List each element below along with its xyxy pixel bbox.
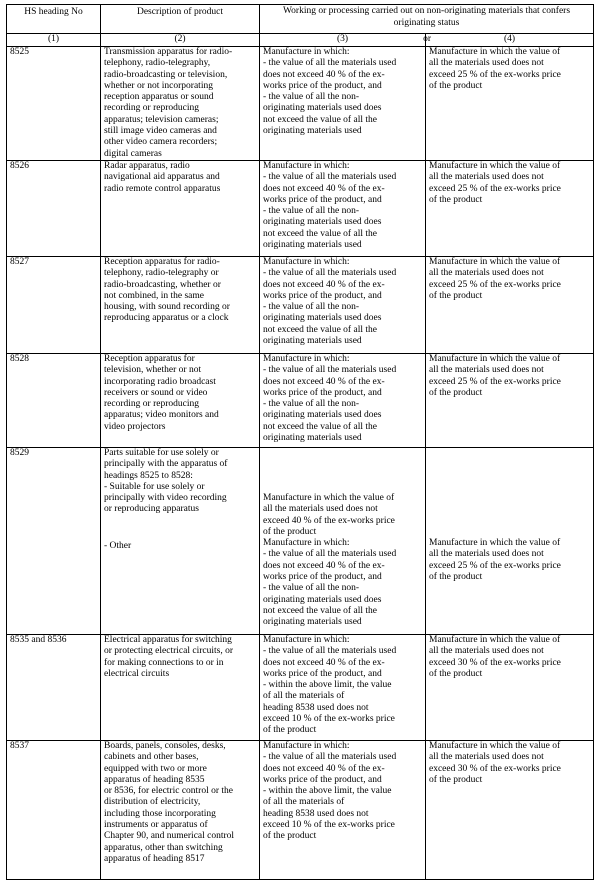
sub-item-video-rule: Manufacture in which the value of all the materials used does not exceed 40 % of the ex-works price of the product (263, 492, 395, 537)
processing-rule (260, 447, 426, 634)
table-row (7, 160, 594, 256)
processing-rule: Manufacture in which: - the value of all the materials used does not exceed 40 % of the ex- works price of the product, and - the value of all the non- originating materials used does not exceed the value of all the originating materials used (260, 47, 426, 161)
product-description: Transmission apparatus for radio- telephony, radio-telegraphy, radio-broadcasting or television, whether or not incorporating reception apparatus or sound recording or reproducing apparatus; television cameras; still image video cameras and other video camera recorders; digital cameras (101, 47, 260, 161)
alternative-rule: Manufacture in which the value of all the materials used does not exceed 30 % of the ex-works price of the product (426, 634, 594, 740)
table-row (7, 47, 594, 161)
header-row (7, 5, 594, 34)
table-row (7, 353, 594, 447)
or-label: or (423, 34, 431, 44)
alternative-rule (426, 447, 594, 634)
product-description: Radar apparatus, radio navigational aid apparatus and radio remote control apparatus (101, 160, 260, 256)
processing-rule: Manufacture in which: - the value of all the materials used does not exceed 40 % of the ex- works price of the product, and - the value of all the non- originating materials used does not exceed the value of all the originating materials used (260, 353, 426, 447)
processing-rule: Manufacture in which: - the value of all the materials used does not exceed 40 % of the ex- works price of the product, and - within the above limit, the value of all the materials of heading 8538 used does not exceed 10 % of the ex-works price of the product (260, 634, 426, 740)
alternative-rule: Manufacture in which the value of all the materials used does not exceed 25 % of the ex-works price of the product (426, 353, 594, 447)
alternative-rule: Manufacture in which the value of all the materials used does not exceed 30 % of the ex-works price of the product (426, 740, 594, 879)
hs-heading: 8525 (7, 47, 101, 161)
sub-item-other-description: - Other (104, 540, 132, 551)
hs-heading: 8535 and 8536 (7, 634, 101, 740)
header-description: Description of product (101, 5, 260, 34)
hs-heading: 8537 (7, 740, 101, 879)
sub-item-video-description: - Suitable for use solely or principally with video recording or reproducing apparatus (104, 481, 227, 515)
processing-rule: Manufacture in which: - the value of all the materials used does not exceed 40 % of the ex- works price of the product, and - the value of all the non- originating materials used does not exceed the value of all the originating materials used (260, 256, 426, 353)
hs-heading: 8528 (7, 353, 101, 447)
alternative-rule: Manufacture in which the value of all the materials used does not exceed 25 % of the ex-works price of the product (426, 160, 594, 256)
parts-description: Parts suitable for use solely or principally with the apparatus of headings 8525 to 8528: (104, 447, 228, 481)
column-number-2: (2) (101, 34, 260, 47)
column-number-3-cell (260, 34, 431, 47)
product-description: Reception apparatus for radio- telephony, radio-telegraphy or radio-broadcasting, whether or not combined, in the same housing, with sound recording or reproducing apparatus or a clock (101, 256, 260, 353)
table-row (7, 634, 594, 740)
header-hs-heading: HS heading No (7, 5, 101, 34)
column-number-1: (1) (7, 34, 101, 47)
alternative-rule: Manufacture in which the value of all the materials used does not exceed 25 % of the ex-works price of the product (426, 47, 594, 161)
header-working-processing: Working or processing carried out on non-originating materials that confers originating status (260, 5, 594, 34)
table-row (7, 740, 594, 879)
alternative-rule: Manufacture in which the value of all the materials used does not exceed 25 % of the ex-works price of the product (426, 256, 594, 353)
column-number-4: (4) (426, 34, 594, 47)
hs-heading: 8529 (7, 447, 101, 634)
hs-heading: 8526 (7, 160, 101, 256)
hs-heading: 8527 (7, 256, 101, 353)
product-description: Electrical apparatus for switching or protecting electrical circuits, or for making connections to or in electrical circuits (101, 634, 260, 740)
table-row (7, 256, 594, 353)
product-description: Boards, panels, consoles, desks, cabinets and other bases, equipped with two or more apparatus of heading 8535 or 8536, for electric control or the distribution of electricity, including those incorporating instruments or apparatus of Chapter 90, and numerical control apparatus, other than switching apparatus of heading 8517 (101, 740, 260, 879)
sub-item-other-rule: Manufacture in which: - the value of all the materials used does not exceed 40 % of the ex- works price of the product, and - the value of all the non- originating materials used does not exceed the value of all the originating materials used (263, 538, 397, 628)
column-number-row (7, 34, 594, 47)
rules-of-origin-table (6, 4, 594, 880)
column-number-3: (3) (336, 34, 349, 44)
processing-rule: Manufacture in which: - the value of all the materials used does not exceed 40 % of the ex- works price of the product, and - the value of all the non- originating materials used does not exceed the value of all the originating materials used (260, 160, 426, 256)
product-description: Reception apparatus for television, whether or not incorporating radio broadcast receivers or sound or video recording or reproducing apparatus; video monitors and video projectors (101, 353, 260, 447)
product-description (101, 447, 260, 634)
table-row (7, 447, 594, 634)
processing-rule: Manufacture in which: - the value of all the materials used does not exceed 40 % of the ex- works price of the product, and - within the above limit, the value of all the materials of heading 8538 used does not exceed 10 % of the ex-works price of the product (260, 740, 426, 879)
sub-item-other-alt-rule: Manufacture in which the value of all the materials used does not exceed 25 % of the ex-works price of the product (429, 537, 561, 582)
